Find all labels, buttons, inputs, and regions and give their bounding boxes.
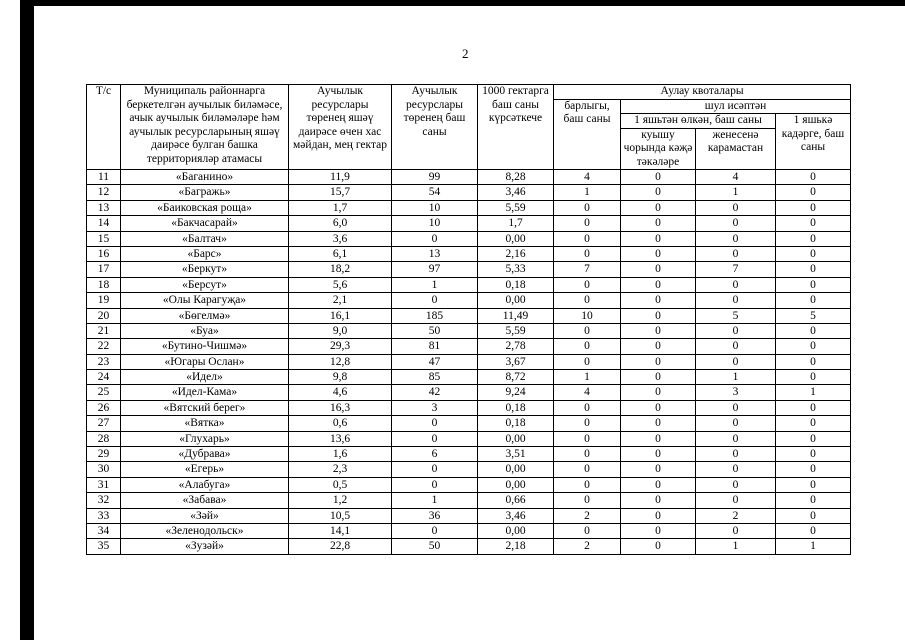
cell-total: 0 <box>554 323 621 338</box>
cell-total: 0 <box>554 523 621 538</box>
cell-males: 0 <box>621 339 696 354</box>
cell-under1: 0 <box>776 339 851 354</box>
cell-density: 0,18 <box>478 277 554 292</box>
cell-area: 11,9 <box>289 170 392 185</box>
cell-area: 2,1 <box>289 293 392 308</box>
cell-under1: 0 <box>776 262 851 277</box>
cell-males: 0 <box>621 462 696 477</box>
cell-males: 0 <box>621 308 696 323</box>
cell-males: 0 <box>621 200 696 215</box>
table-row <box>87 385 851 400</box>
cell-n: 17 <box>87 262 121 277</box>
cell-males: 0 <box>621 170 696 185</box>
cell-males: 0 <box>621 385 696 400</box>
cell-density: 3,46 <box>478 185 554 200</box>
cell-name: «Бутино-Чишмә» <box>121 339 289 354</box>
cell-count: 6 <box>392 447 478 462</box>
cell-n: 29 <box>87 447 121 462</box>
cell-density: 11,49 <box>478 308 554 323</box>
cell-total: 0 <box>554 354 621 369</box>
cell-name: «Бөгелмә» <box>121 308 289 323</box>
cell-total: 0 <box>554 216 621 231</box>
cell-count: 81 <box>392 339 478 354</box>
table-row <box>87 477 851 492</box>
cell-name: «Югары Ослан» <box>121 354 289 369</box>
cell-name: «Забава» <box>121 493 289 508</box>
cell-count: 185 <box>392 308 478 323</box>
cell-males: 0 <box>621 477 696 492</box>
cell-density: 3,46 <box>478 508 554 523</box>
cell-area: 5,6 <box>289 277 392 292</box>
cell-density: 0,00 <box>478 431 554 446</box>
cell-females: 0 <box>696 523 776 538</box>
cell-males: 0 <box>621 416 696 431</box>
cell-females: 2 <box>696 508 776 523</box>
table-row <box>87 308 851 323</box>
cell-density: 5,59 <box>478 323 554 338</box>
cell-under1: 0 <box>776 293 851 308</box>
table-row <box>87 508 851 523</box>
cell-under1: 1 <box>776 385 851 400</box>
cell-n: 22 <box>87 339 121 354</box>
cell-total: 2 <box>554 508 621 523</box>
cell-name: «Дубрава» <box>121 447 289 462</box>
cell-area: 6,0 <box>289 216 392 231</box>
cell-n: 20 <box>87 308 121 323</box>
cell-females: 0 <box>696 400 776 415</box>
cell-total: 7 <box>554 262 621 277</box>
cell-name: «Багражь» <box>121 185 289 200</box>
header-density: 1000 гектарга баш саны күрсәткече <box>478 85 554 170</box>
cell-total: 0 <box>554 447 621 462</box>
table-row <box>87 370 851 385</box>
cell-total: 0 <box>554 431 621 446</box>
cell-count: 0 <box>392 477 478 492</box>
cell-under1: 0 <box>776 185 851 200</box>
cell-females: 0 <box>696 354 776 369</box>
cell-density: 8,28 <box>478 170 554 185</box>
table-row <box>87 431 851 446</box>
table-row <box>87 293 851 308</box>
cell-n: 19 <box>87 293 121 308</box>
cell-density: 3,51 <box>478 447 554 462</box>
header-quota: Аулау квоталары <box>554 85 851 100</box>
cell-count: 0 <box>392 431 478 446</box>
table-row <box>87 246 851 261</box>
cell-count: 54 <box>392 185 478 200</box>
table-row <box>87 170 851 185</box>
header-of-which: шул исәптән <box>621 99 851 114</box>
cell-area: 15,7 <box>289 185 392 200</box>
header-index: Т/с <box>87 85 121 170</box>
table-row <box>87 416 851 431</box>
cell-females: 1 <box>696 370 776 385</box>
cell-under1: 0 <box>776 416 851 431</box>
header-older-than-1: 1 яшьтән өлкән, баш саны <box>621 114 776 129</box>
cell-n: 26 <box>87 400 121 415</box>
cell-under1: 0 <box>776 170 851 185</box>
table-row <box>87 231 851 246</box>
cell-males: 0 <box>621 354 696 369</box>
cell-females: 3 <box>696 385 776 400</box>
cell-females: 0 <box>696 293 776 308</box>
cell-under1: 0 <box>776 523 851 538</box>
cell-females: 0 <box>696 216 776 231</box>
cell-count: 50 <box>392 323 478 338</box>
header-territory-name: Муниципаль районнарга беркетелгән аучылык биләмәсе, ачык аучылык биләмәләре һәм аучылык ресурсларының яшәү даирәсе булган башка территорияләр атамасы <box>121 85 289 170</box>
cell-under1: 0 <box>776 370 851 385</box>
cell-under1: 0 <box>776 354 851 369</box>
cell-females: 0 <box>696 477 776 492</box>
cell-name: «Баганино» <box>121 170 289 185</box>
cell-total: 0 <box>554 339 621 354</box>
cell-under1: 0 <box>776 323 851 338</box>
cell-males: 0 <box>621 246 696 261</box>
cell-density: 0,18 <box>478 416 554 431</box>
cell-males: 0 <box>621 370 696 385</box>
cell-count: 99 <box>392 170 478 185</box>
cell-males: 0 <box>621 231 696 246</box>
cell-males: 0 <box>621 400 696 415</box>
cell-density: 0,00 <box>478 523 554 538</box>
cell-n: 13 <box>87 200 121 215</box>
cell-n: 34 <box>87 523 121 538</box>
cell-count: 42 <box>392 385 478 400</box>
quota-table <box>86 84 851 555</box>
cell-area: 16,1 <box>289 308 392 323</box>
cell-name: «Беркут» <box>121 262 289 277</box>
cell-males: 0 <box>621 447 696 462</box>
cell-males: 0 <box>621 539 696 554</box>
cell-under1: 0 <box>776 447 851 462</box>
cell-under1: 0 <box>776 477 851 492</box>
cell-n: 30 <box>87 462 121 477</box>
cell-density: 0,00 <box>478 293 554 308</box>
cell-n: 31 <box>87 477 121 492</box>
cell-area: 22,8 <box>289 539 392 554</box>
cell-area: 9,8 <box>289 370 392 385</box>
cell-n: 23 <box>87 354 121 369</box>
cell-total: 0 <box>554 293 621 308</box>
table-row <box>87 539 851 554</box>
cell-area: 12,8 <box>289 354 392 369</box>
header-under-1: 1 яшькә кадәрге, баш саны <box>776 114 851 170</box>
table-body <box>87 170 851 555</box>
cell-name: «Олы Карагуҗа» <box>121 293 289 308</box>
cell-count: 47 <box>392 354 478 369</box>
cell-total: 0 <box>554 400 621 415</box>
table-row <box>87 185 851 200</box>
cell-n: 12 <box>87 185 121 200</box>
cell-name: «Алабуга» <box>121 477 289 492</box>
cell-count: 85 <box>392 370 478 385</box>
cell-females: 4 <box>696 170 776 185</box>
cell-total: 2 <box>554 539 621 554</box>
cell-area: 9,0 <box>289 323 392 338</box>
cell-count: 0 <box>392 416 478 431</box>
page-number: 2 <box>462 46 469 61</box>
cell-area: 0,5 <box>289 477 392 492</box>
header-females: женесенә карамастан <box>696 128 776 170</box>
cell-females: 0 <box>696 231 776 246</box>
scan-border-left <box>20 0 34 640</box>
cell-density: 2,78 <box>478 339 554 354</box>
cell-density: 2,18 <box>478 539 554 554</box>
header-males: куышу чорында кәҗә тәкәләре <box>621 128 696 170</box>
table-row <box>87 400 851 415</box>
cell-density: 0,00 <box>478 477 554 492</box>
cell-count: 0 <box>392 523 478 538</box>
cell-females: 0 <box>696 493 776 508</box>
cell-n: 11 <box>87 170 121 185</box>
cell-name: «Бакчасарай» <box>121 216 289 231</box>
cell-under1: 0 <box>776 200 851 215</box>
cell-n: 15 <box>87 231 121 246</box>
cell-n: 16 <box>87 246 121 261</box>
cell-under1: 0 <box>776 431 851 446</box>
cell-males: 0 <box>621 185 696 200</box>
cell-count: 0 <box>392 462 478 477</box>
cell-area: 14,1 <box>289 523 392 538</box>
cell-density: 0,00 <box>478 462 554 477</box>
cell-count: 0 <box>392 231 478 246</box>
cell-under1: 0 <box>776 277 851 292</box>
cell-area: 0,6 <box>289 416 392 431</box>
cell-name: «Идел» <box>121 370 289 385</box>
cell-name: «Баиковская роща» <box>121 200 289 215</box>
cell-count: 1 <box>392 277 478 292</box>
cell-density: 8,72 <box>478 370 554 385</box>
cell-males: 0 <box>621 523 696 538</box>
cell-total: 0 <box>554 493 621 508</box>
cell-area: 10,5 <box>289 508 392 523</box>
table-row <box>87 200 851 215</box>
cell-n: 32 <box>87 493 121 508</box>
cell-under1: 1 <box>776 539 851 554</box>
cell-under1: 5 <box>776 308 851 323</box>
table-row <box>87 462 851 477</box>
table-row <box>87 323 851 338</box>
cell-females: 0 <box>696 200 776 215</box>
cell-name: «Барс» <box>121 246 289 261</box>
cell-n: 33 <box>87 508 121 523</box>
cell-area: 3,6 <box>289 231 392 246</box>
cell-females: 0 <box>696 447 776 462</box>
cell-area: 18,2 <box>289 262 392 277</box>
cell-n: 27 <box>87 416 121 431</box>
cell-count: 1 <box>392 493 478 508</box>
cell-males: 0 <box>621 493 696 508</box>
cell-under1: 0 <box>776 216 851 231</box>
cell-total: 0 <box>554 477 621 492</box>
cell-total: 0 <box>554 200 621 215</box>
cell-count: 36 <box>392 508 478 523</box>
cell-total: 4 <box>554 170 621 185</box>
cell-count: 13 <box>392 246 478 261</box>
cell-females: 7 <box>696 262 776 277</box>
cell-name: «Глухарь» <box>121 431 289 446</box>
cell-area: 29,3 <box>289 339 392 354</box>
cell-total: 1 <box>554 370 621 385</box>
cell-count: 50 <box>392 539 478 554</box>
cell-area: 1,2 <box>289 493 392 508</box>
header-quota-total: барлыгы, баш саны <box>554 99 621 170</box>
table-row <box>87 339 851 354</box>
cell-name: «Берсут» <box>121 277 289 292</box>
cell-total: 0 <box>554 246 621 261</box>
cell-under1: 0 <box>776 493 851 508</box>
cell-n: 21 <box>87 323 121 338</box>
cell-males: 0 <box>621 262 696 277</box>
cell-area: 4,6 <box>289 385 392 400</box>
cell-density: 5,59 <box>478 200 554 215</box>
header-count: Аучылык ресурслары төренең баш саны <box>392 85 478 170</box>
cell-total: 0 <box>554 462 621 477</box>
table-row <box>87 523 851 538</box>
table-row <box>87 277 851 292</box>
cell-n: 18 <box>87 277 121 292</box>
cell-name: «Буа» <box>121 323 289 338</box>
cell-total: 0 <box>554 231 621 246</box>
cell-name: «Вятка» <box>121 416 289 431</box>
cell-females: 0 <box>696 339 776 354</box>
cell-females: 0 <box>696 277 776 292</box>
cell-density: 1,7 <box>478 216 554 231</box>
cell-females: 0 <box>696 431 776 446</box>
cell-males: 0 <box>621 277 696 292</box>
cell-name: «Идел-Кама» <box>121 385 289 400</box>
cell-area: 2,3 <box>289 462 392 477</box>
scan-border-top <box>34 0 905 6</box>
cell-count: 10 <box>392 216 478 231</box>
cell-name: «Зеленодольск» <box>121 523 289 538</box>
cell-area: 1,6 <box>289 447 392 462</box>
cell-under1: 0 <box>776 400 851 415</box>
cell-n: 25 <box>87 385 121 400</box>
cell-count: 10 <box>392 200 478 215</box>
cell-area: 13,6 <box>289 431 392 446</box>
cell-total: 10 <box>554 308 621 323</box>
cell-density: 9,24 <box>478 385 554 400</box>
cell-count: 97 <box>392 262 478 277</box>
cell-name: «Балтач» <box>121 231 289 246</box>
cell-n: 14 <box>87 216 121 231</box>
cell-name: «Зәй» <box>121 508 289 523</box>
cell-females: 0 <box>696 246 776 261</box>
cell-name: «Егерь» <box>121 462 289 477</box>
cell-males: 0 <box>621 508 696 523</box>
cell-total: 4 <box>554 385 621 400</box>
cell-area: 1,7 <box>289 200 392 215</box>
cell-name: «Зузәй» <box>121 539 289 554</box>
cell-females: 1 <box>696 185 776 200</box>
cell-n: 35 <box>87 539 121 554</box>
cell-males: 0 <box>621 323 696 338</box>
cell-males: 0 <box>621 431 696 446</box>
cell-area: 6,1 <box>289 246 392 261</box>
cell-density: 2,16 <box>478 246 554 261</box>
cell-under1: 0 <box>776 462 851 477</box>
cell-density: 0,18 <box>478 400 554 415</box>
cell-females: 5 <box>696 308 776 323</box>
cell-total: 0 <box>554 416 621 431</box>
table-row <box>87 262 851 277</box>
table-row <box>87 354 851 369</box>
cell-under1: 0 <box>776 246 851 261</box>
cell-n: 28 <box>87 431 121 446</box>
cell-count: 3 <box>392 400 478 415</box>
cell-density: 0,00 <box>478 231 554 246</box>
cell-total: 0 <box>554 277 621 292</box>
cell-males: 0 <box>621 293 696 308</box>
cell-count: 0 <box>392 293 478 308</box>
header-area: Аучылык ресурслары төренең яшәү даирәсе өчен хас мәйдан, мең гектар <box>289 85 392 170</box>
cell-total: 1 <box>554 185 621 200</box>
cell-n: 24 <box>87 370 121 385</box>
cell-density: 5,33 <box>478 262 554 277</box>
table-row <box>87 447 851 462</box>
table-row <box>87 216 851 231</box>
cell-density: 0,66 <box>478 493 554 508</box>
cell-under1: 0 <box>776 508 851 523</box>
cell-area: 16,3 <box>289 400 392 415</box>
cell-females: 0 <box>696 416 776 431</box>
cell-under1: 0 <box>776 231 851 246</box>
cell-females: 0 <box>696 462 776 477</box>
cell-males: 0 <box>621 216 696 231</box>
cell-females: 1 <box>696 539 776 554</box>
cell-density: 3,67 <box>478 354 554 369</box>
table-row <box>87 493 851 508</box>
cell-females: 0 <box>696 323 776 338</box>
cell-name: «Вятский берег» <box>121 400 289 415</box>
